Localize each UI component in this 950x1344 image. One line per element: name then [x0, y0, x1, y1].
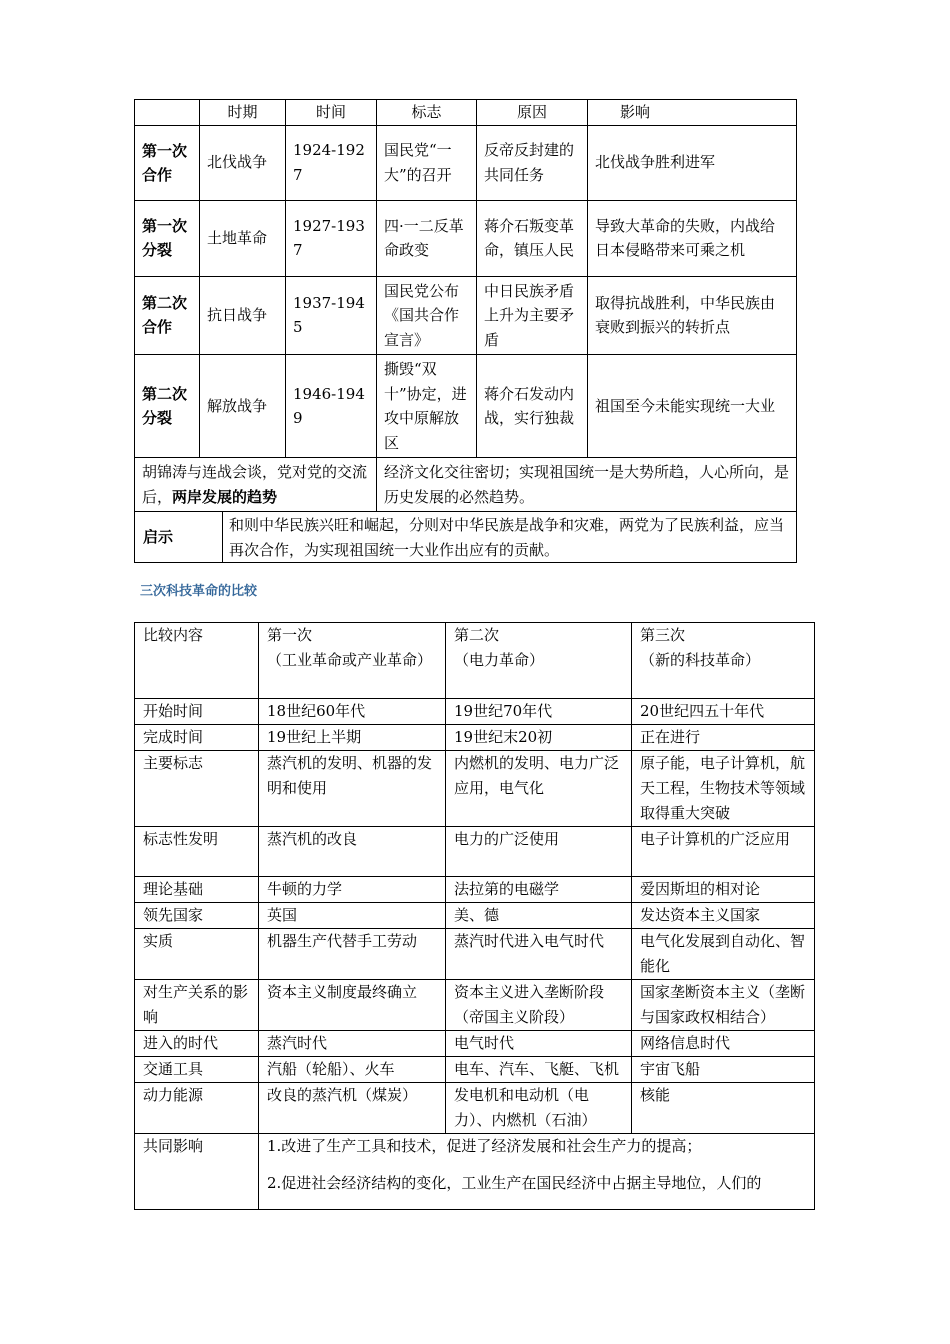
first-cell: 18世纪60年代: [259, 699, 446, 725]
trend-row: [135, 458, 797, 512]
table-row: [135, 276, 797, 355]
third-cell: 正在进行: [632, 725, 815, 751]
tech-revolution-table: [134, 622, 815, 1210]
common-impact-cell: [259, 1134, 815, 1210]
row-label: 理论基础: [135, 877, 259, 903]
first-cell: 牛顿的力学: [259, 877, 446, 903]
period-cell: 北伐战争: [200, 125, 286, 200]
header-cell: 标志: [377, 100, 477, 126]
table-row: [135, 903, 815, 929]
third-cell: 爱因斯坦的相对论: [632, 877, 815, 903]
years-cell: 1946-1949: [286, 355, 377, 458]
third-cell: 电子计算机的广泛应用: [632, 827, 815, 877]
years-cell: 1924-1927: [286, 125, 377, 200]
second-cell: 蒸汽时代进入电气时代: [446, 929, 632, 980]
second-cell: 19世纪70年代: [446, 699, 632, 725]
table-row: [135, 125, 797, 200]
row-label: 进入的时代: [135, 1031, 259, 1057]
header-cell: 影响: [588, 100, 797, 126]
trend-left-text: 胡锦涛与连战会谈，党对党的交流后，: [142, 463, 368, 506]
header-cell: 时间: [286, 100, 377, 126]
second-cell: 电车、汽车、飞艇、飞机: [446, 1057, 632, 1083]
row-label: 对生产关系的影响: [135, 980, 259, 1031]
first-cell: 蒸汽机的发明、机器的发明和使用: [259, 751, 446, 827]
second-cell: 电力的广泛使用: [446, 827, 632, 877]
table-row: [135, 877, 815, 903]
third-cell: 核能: [632, 1083, 815, 1134]
header-cell: 原因: [477, 100, 588, 126]
header-subtitle: （工业革命或产业革命）: [267, 651, 433, 669]
cause-cell: 中日民族矛盾上升为主要矛盾: [477, 276, 588, 355]
effect-cell: 北伐战争胜利进军: [588, 125, 797, 200]
first-cell: 蒸汽机的改良: [259, 827, 446, 877]
header-cell: 时期: [200, 100, 286, 126]
effect-cell: 导致大革命的失败，内战给日本侵略带来可乘之机: [588, 200, 797, 276]
sign-cell: 国民党公布《国共合作宣言》: [377, 276, 477, 355]
header-subtitle: （新的科技革命）: [640, 651, 761, 669]
table-row: [135, 929, 815, 980]
effect-cell: 祖国至今未能实现统一大业: [588, 355, 797, 458]
common-impact-item: 2.促进社会经济结构的变化，工业生产在国民经济中占据主导地位，人们的: [267, 1174, 762, 1192]
table-row: [135, 1057, 815, 1083]
third-cell: 国家垄断资本主义（垄断与国家政权相结合）: [632, 980, 815, 1031]
third-cell: 原子能，电子计算机，航天工程，生物技术等领域取得重大突破: [632, 751, 815, 827]
row-label: 领先国家: [135, 903, 259, 929]
table-row: [135, 725, 815, 751]
table-header-row: [135, 100, 797, 126]
row-label: 动力能源: [135, 1083, 259, 1134]
effect-cell: 取得抗战胜利，中华民族由衰败到振兴的转折点: [588, 276, 797, 355]
first-cell: 蒸汽时代: [259, 1031, 446, 1057]
row-label: 第一次合作: [135, 125, 200, 200]
trend-left-cell: [135, 458, 377, 512]
first-cell: 资本主义制度最终确立: [259, 980, 446, 1031]
cause-cell: 反帝反封建的共同任务: [477, 125, 588, 200]
trend-right-cell: 经济文化交往密切；实现祖国统一是大势所趋，人心所向，是历史发展的必然趋势。: [377, 458, 797, 512]
insight-label: 启示: [135, 512, 223, 562]
cpc-kmt-relations-table: [134, 99, 797, 563]
second-cell: 法拉第的电磁学: [446, 877, 632, 903]
sign-cell: 四·一二反革命政变: [377, 200, 477, 276]
table-row: [135, 980, 815, 1031]
second-cell: 美、德: [446, 903, 632, 929]
header-cell: 比较内容: [135, 623, 259, 699]
table-row: [135, 751, 815, 827]
period-cell: 解放战争: [200, 355, 286, 458]
header-title: 第二次: [454, 626, 500, 644]
row-label: 完成时间: [135, 725, 259, 751]
row-label: 开始时间: [135, 699, 259, 725]
first-cell: 机器生产代替手工劳动: [259, 929, 446, 980]
second-cell: 发电机和电动机（电力）、内燃机（石油）: [446, 1083, 632, 1134]
header-cell: [259, 623, 446, 699]
header-title: 第一次: [267, 626, 313, 644]
common-impact-item: 1.改进了生产工具和技术，促进了经济发展和社会生产力的提高；: [267, 1137, 702, 1155]
section-caption: 三次科技革命的比较: [140, 584, 258, 599]
row-label: 交通工具: [135, 1057, 259, 1083]
header-title: 第三次: [640, 626, 686, 644]
header-cell: [446, 623, 632, 699]
row-label: 标志性发明: [135, 827, 259, 877]
row-label: 主要标志: [135, 751, 259, 827]
common-impact-row: [135, 1134, 815, 1210]
table-row: [135, 699, 815, 725]
insight-row: [135, 512, 797, 563]
second-cell: 资本主义进入垄断阶段（帝国主义阶段）: [446, 980, 632, 1031]
cause-cell: 蒋介石叛变革命，镇压人民: [477, 200, 588, 276]
years-cell: 1937-1945: [286, 276, 377, 355]
third-cell: 宇宙飞船: [632, 1057, 815, 1083]
row-label: 第二次合作: [135, 276, 200, 355]
header-cell: [632, 623, 815, 699]
first-cell: 改良的蒸汽机（煤炭）: [259, 1083, 446, 1134]
header-subtitle: （电力革命）: [454, 651, 545, 669]
third-cell: 20世纪四五十年代: [632, 699, 815, 725]
insight-text: 和则中华民族兴旺和崛起，分则对中华民族是战争和灾难，两党为了民族利益，应当再次合作，为实现祖国统一大业作出应有的贡献。: [229, 516, 785, 559]
third-cell: 电气化发展到自动化、智能化: [632, 929, 815, 980]
table-row: [135, 355, 797, 458]
row-label: 第二次分裂: [135, 355, 200, 458]
second-cell: 内燃机的发明、电力广泛应用，电气化: [446, 751, 632, 827]
third-cell: 发达资本主义国家: [632, 903, 815, 929]
third-cell: 网络信息时代: [632, 1031, 815, 1057]
table-header-row: [135, 623, 815, 699]
first-cell: 英国: [259, 903, 446, 929]
years-cell: 1927-1937: [286, 200, 377, 276]
trend-left-bold: 两岸发展的趋势: [172, 487, 278, 506]
insight-cell: [135, 512, 797, 563]
header-cell: [135, 100, 200, 126]
first-cell: 汽船（轮船）、火车: [259, 1057, 446, 1083]
period-cell: 抗日战争: [200, 276, 286, 355]
period-cell: 土地革命: [200, 200, 286, 276]
sign-cell: 国民党“一大”的召开: [377, 125, 477, 200]
sign-cell: 撕毁“双十”协定，进攻中原解放区: [377, 355, 477, 458]
table-row: [135, 827, 815, 877]
second-cell: 19世纪末20初: [446, 725, 632, 751]
row-label: 共同影响: [135, 1134, 259, 1210]
first-cell: 19世纪上半期: [259, 725, 446, 751]
row-label: 第一次分裂: [135, 200, 200, 276]
cause-cell: 蒋介石发动内战，实行独裁: [477, 355, 588, 458]
table-row: [135, 200, 797, 276]
row-label: 实质: [135, 929, 259, 980]
table-row: [135, 1083, 815, 1134]
second-cell: 电气时代: [446, 1031, 632, 1057]
table-row: [135, 1031, 815, 1057]
